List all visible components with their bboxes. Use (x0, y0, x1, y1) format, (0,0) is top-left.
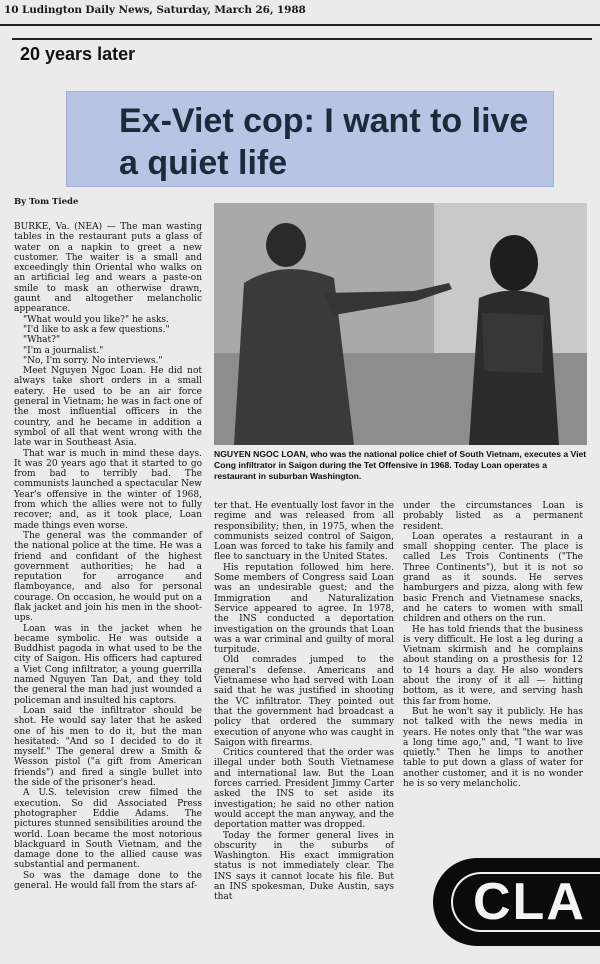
paragraph: Loan was in the jacket when he became symbolic. He was outside a Buddhist pagoda in what used to be the city of Saigon. His officers had captured a Viet Cong infiltrator, a young guerrilla named Nguyen Tan Dat, and they told the general the man had just wounded a policeman and insulted his captors. (14, 623, 202, 706)
headline-box (66, 91, 554, 187)
paragraph: He has told friends that the business is very difficult. He lost a leg during a Vietnam skirmish and he complains about standing on a prosthesis for 12 to 14 hours a day. He also wonders about the irony of it all — hitting bottom, as it were, and serving hash this far from home. (403, 624, 583, 707)
photo-execution-icon (214, 203, 587, 445)
page-header: 10 Ludington Daily News, Saturday, March 26, 1988 (4, 4, 306, 16)
byline: By Tom Tiede (14, 197, 79, 207)
paragraph: But he won't say it publicly. He has not talked with the news media in years. He notes only that "the war was a long time ago," and, "I want to live quietly." Then he limps to another table to put down a glass of water for another customer, and it is no wonder he is so very melancholic. (403, 706, 583, 790)
paragraph: BURKE, Va. (NEA) — The man wasting tables in the restaurant puts a glass of water on a napkin to greet a new customer. The waiter is a small and exceedingly thin Oriental who walks on an artificial leg and wears a paste-on smile to mask an otherwise drawn, gaunt and altogether melancholic appearance. (14, 222, 202, 315)
paragraph: "What would you like?" he asks. (23, 314, 169, 325)
article-column-3 (403, 501, 583, 789)
photo (214, 203, 587, 445)
kicker-rule (12, 38, 592, 40)
paragraph: Loan said the infiltrator should be shot. He would say later that he asked one of his men to do it, but the man hesitated: "And so I decided to do it myself." The general drew a Smith & Wesson pistol ("a gift from American friends") and fired a single bullet into the side of the prisoner's head. (14, 705, 202, 789)
paragraph: His reputation followed him here. Some members of Congress said Loan was an undesirable guest; and the Immigration and Naturalization Service appeared to agree. In 1978, the INS conducted a deportation investigation on the grounds that Loan was a war criminal and guilty of moral turpitude. (214, 562, 394, 656)
paragraph: "I'd like to ask a few questions." (23, 324, 170, 335)
paragraph: "I'm a journalist." (23, 345, 104, 356)
paragraph: under the circumstances Loan is probably listed as a permanent resident. (403, 501, 583, 532)
paragraph: A U.S. television crew filmed the execution. So did Associated Press photographer Eddie Adams. The pictures stunned sensibilities around the world. Loan became the most notorious blackguard in South Vietnam, and the damage done to the allied cause was substantial and permanent. (14, 788, 202, 871)
paragraph: "What?" (23, 335, 61, 346)
kicker: 20 years later (20, 44, 136, 64)
article-column-2 (214, 501, 394, 903)
paragraph: ter that. He eventually lost favor in the regime and was released from all responsibility; then, in 1975, when the communists seized control of Saigon, Loan was forced to take his family and flee to sanctuary in the United States. (214, 501, 394, 563)
paragraph: Meet Nguyen Ngoc Loan. He did not always take short orders in a small eatery. He used to be an air force general in Vietnam; he was in fact one of the most influential officers in the country, and he became in addition a symbol of all that went wrong with the late war in Southeast Asia. (14, 366, 202, 449)
classified-ad-logo (433, 858, 600, 946)
headline: Ex-Viet cop: I want to live a quiet life (119, 102, 529, 182)
logo-text: CLA (473, 873, 586, 931)
paragraph: Loan operates a restaurant in a small shopping center. The place is called Les Trois Continents ("The Three Continents"), but it is not so grand as it sounds. He serves hamburgers and pizza, along with few basic French and Vietnamese snacks, and he caters to women with small children and others on the run. (403, 531, 583, 625)
paragraph: So was the damage done to the general. He would fall from the stars af- (14, 870, 202, 891)
paragraph: "No, I'm sorry. No interviews." (23, 355, 163, 366)
header-rule (0, 24, 600, 26)
photo-caption: NGUYEN NGOC LOAN, who was the national police chief of South Vietnam, executes a Viet Cong infiltrator in Saigon during the Tet Offensive in 1968. Today Loan operates a restaurant in suburban Washington. (214, 449, 587, 481)
article-column-1 (14, 222, 202, 891)
paragraph: Today the former general lives in obscurity in the suburbs of Washington. His exact immigration status is not immediately clear. The INS says it cannot locate his file. But an INS spokesman, Duke Austin, says that (214, 830, 394, 903)
paragraph: Critics countered that the order was illegal under both South Vietnamese and international law. But the Loan forces carried. President Jimmy Carter asked the INS to set aside its investigation; he said no other nation would accept the man anyway, and the deportation matter was dropped. (214, 748, 394, 831)
paragraph: That war is much in mind these days. It was 20 years ago that it started to go from bad to terribly bad. The communists launched a spectacular New Year's offensive in the winter of 1968, from which the allies were not to fully recover; and, as it took place, Loan made things even worse. (14, 448, 202, 531)
paragraph: The general was the commander of the national police at the time. He was a friend and confidant of the highest government authorities; he had a reputation for arrogance and flamboyance, and also for personal courage. On occasion, he would put on a flak jacket and join his men in the shoot-ups. (14, 530, 202, 624)
paragraph: Old comrades jumped to the general's defense. Americans and Vietnamese who had served with Loan said that he was justified in shooting the VC infiltrator. They pointed out that the government had broadcast a policy that ordered the summary execution of anyone who was caught in Saigon with firearms. (214, 655, 394, 748)
